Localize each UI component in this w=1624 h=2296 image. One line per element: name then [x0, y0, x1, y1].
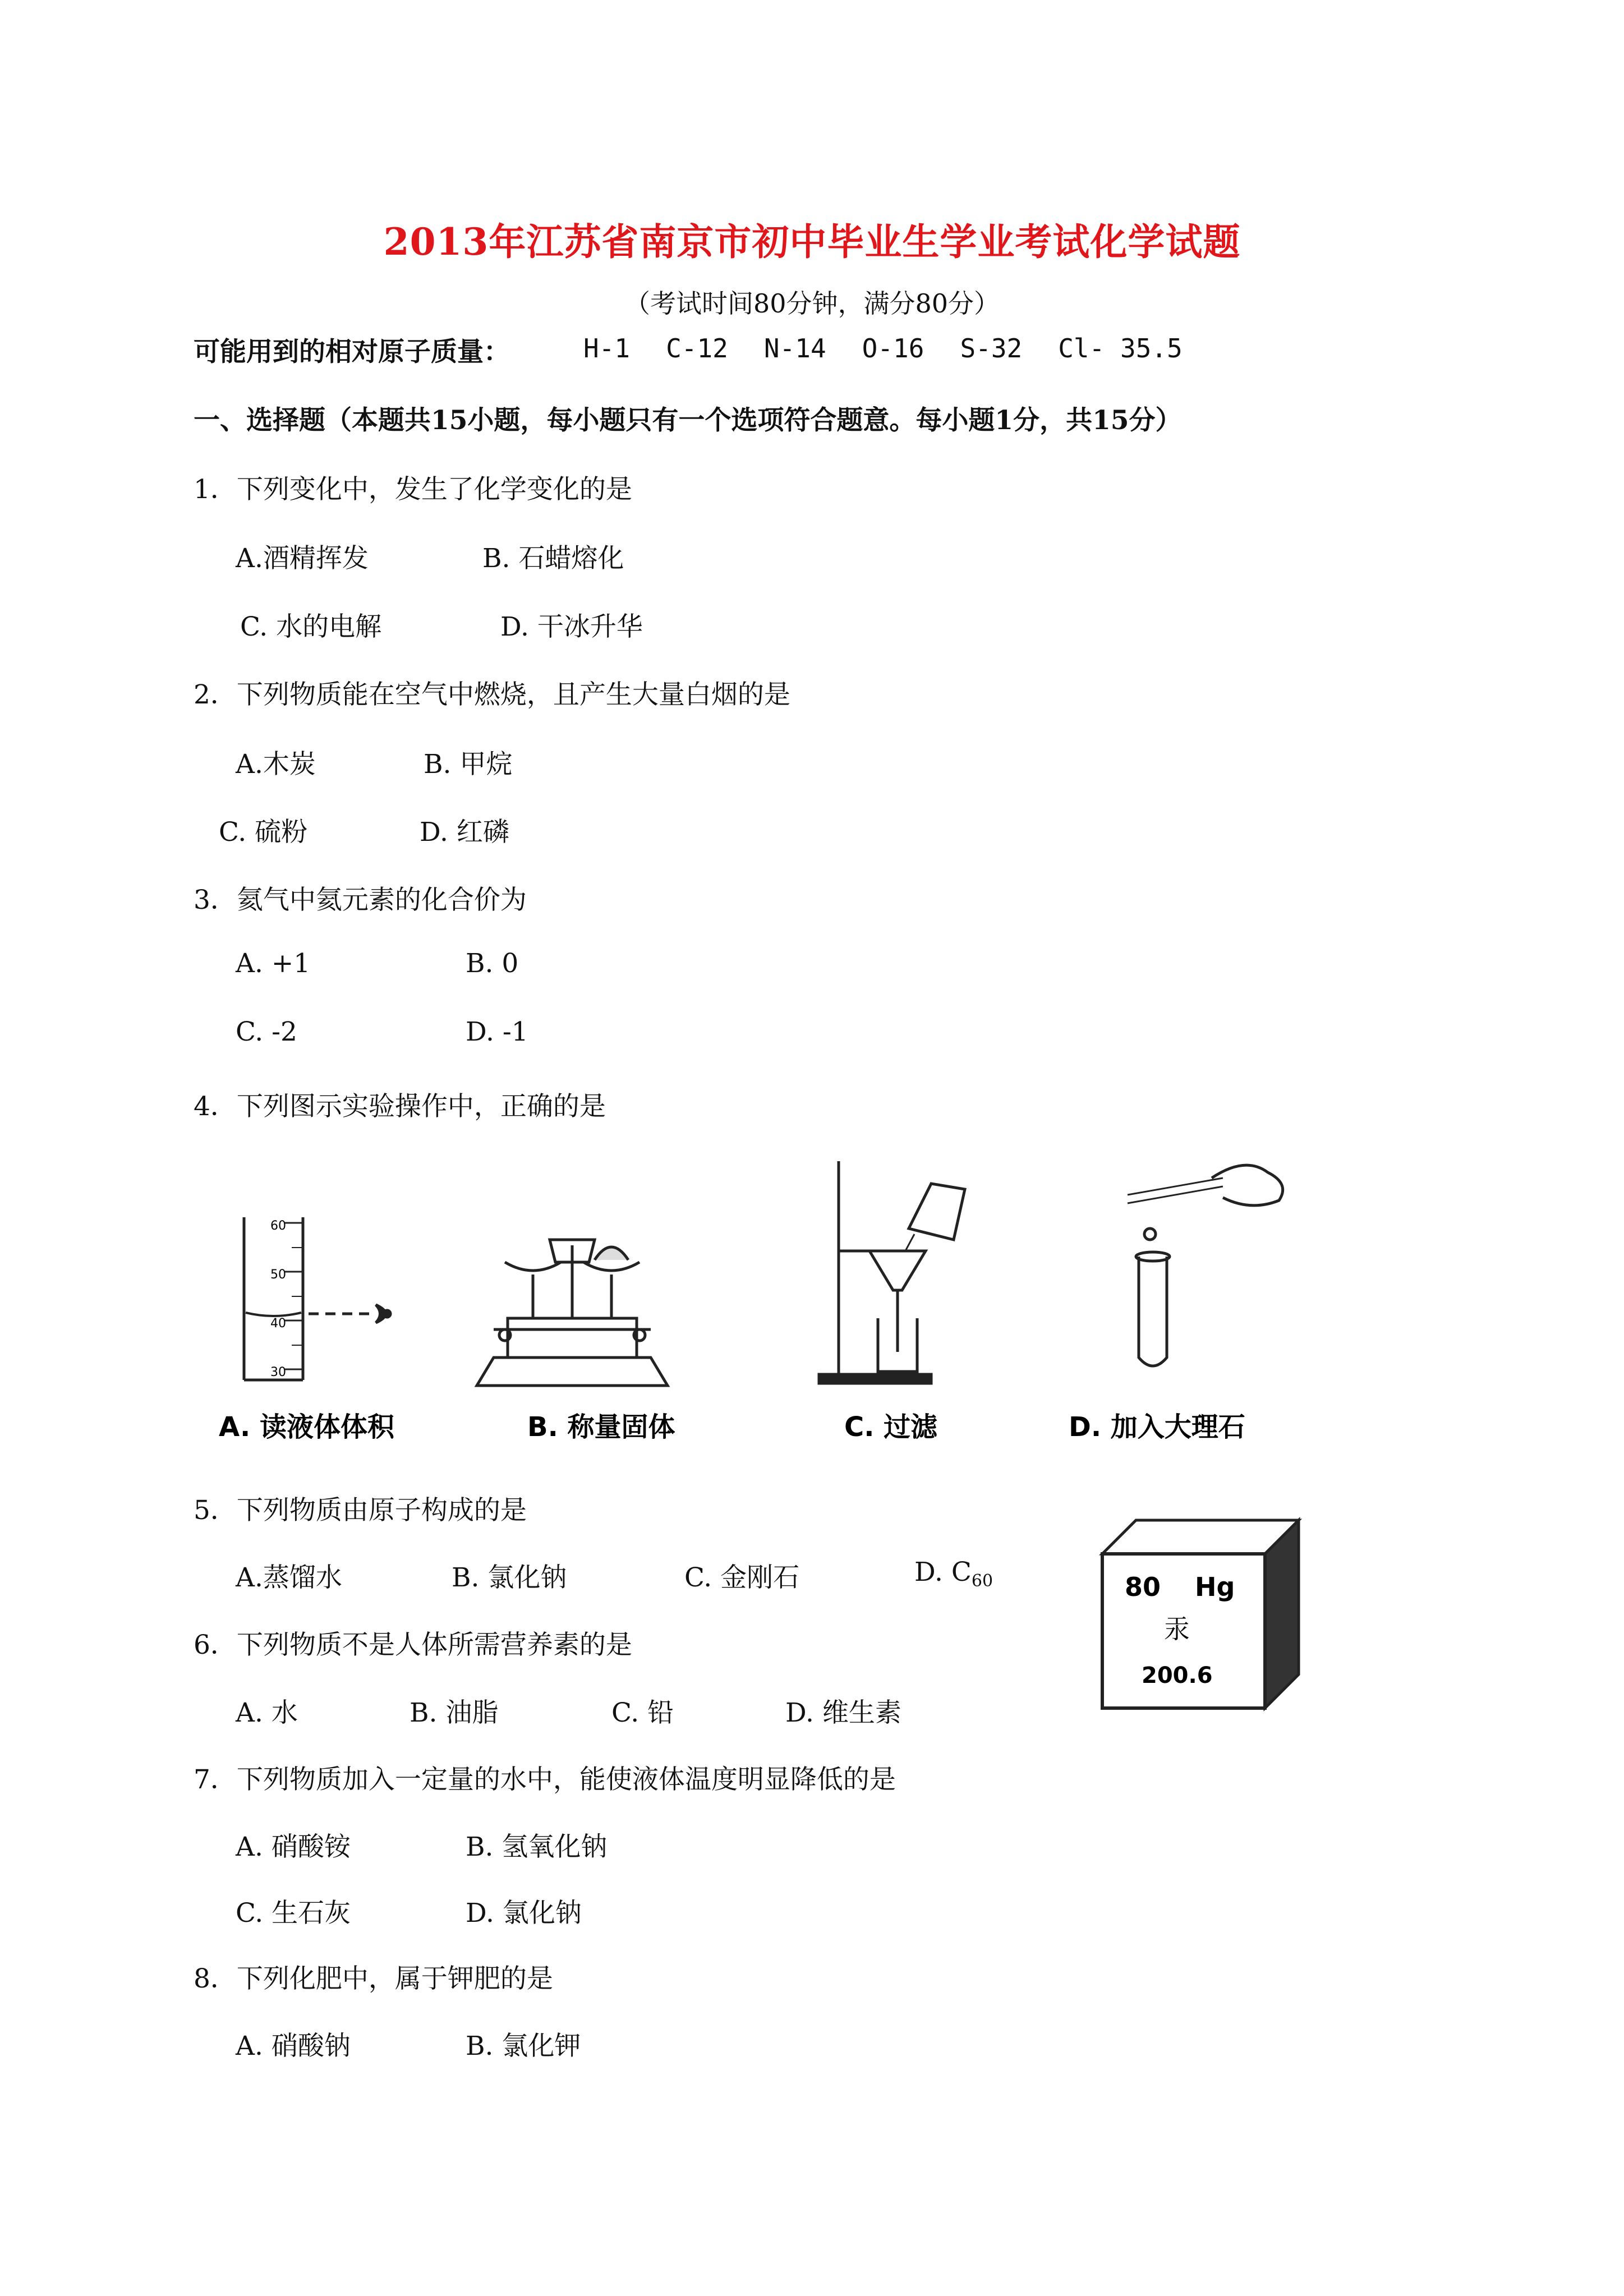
option: C. -2 [236, 1016, 297, 1047]
cylinder-tick-label: 60 [270, 1219, 286, 1233]
option: B. 甲烷 [424, 749, 513, 780]
subscript: 60 [971, 1571, 993, 1591]
graduated-cylinder-illustration [244, 1217, 390, 1380]
option: B. 0 [466, 948, 519, 979]
figure-label: D. 加入大理石 [1069, 1411, 1245, 1442]
figure-label: A. 读液体体积 [219, 1411, 394, 1442]
option: B. 氢氧化钠 [466, 1832, 608, 1862]
section-heading: 一、选择题（本题共15小题，每小题只有一个选项符合题意。每小题1分，共15分） [194, 405, 1182, 436]
option: D. 氯化钠 [466, 1898, 582, 1929]
question-stem: 4．下列图示实验操作中，正确的是 [194, 1091, 606, 1122]
test-tube-illustration [1128, 1165, 1283, 1366]
atomic-mass-item: N-14 [763, 333, 826, 364]
experiment-figures [202, 1150, 1324, 1442]
option [914, 1557, 993, 1591]
atomic-mass-item: S-32 [960, 333, 1023, 364]
question-stem: 3．氦气中氦元素的化合价为 [194, 885, 527, 915]
atomic-mass: 200.6 [1142, 1663, 1213, 1688]
element-card [1097, 1515, 1310, 1717]
atomic-number: 80 [1125, 1572, 1161, 1602]
element-name: 汞 [1164, 1614, 1190, 1644]
option: A. 水 [236, 1697, 298, 1728]
cylinder-tick-label: 30 [270, 1365, 286, 1379]
option: D. 红磷 [420, 817, 509, 848]
question-stem: 8．下列化肥中，属于钾肥的是 [194, 1963, 553, 1994]
option: B. 氯化钾 [466, 2031, 581, 2062]
element-symbol: Hg [1195, 1572, 1235, 1602]
balance-scale-illustration [477, 1240, 668, 1386]
option: A. 硝酸钠 [236, 2031, 351, 2062]
option: C. 硫粉 [219, 817, 308, 848]
cylinder-tick-label: 40 [270, 1317, 286, 1331]
atomic-mass-item: Cl- 35.5 [1058, 333, 1183, 364]
option: D. -1 [466, 1016, 528, 1047]
atomic-mass-list [583, 333, 1218, 364]
option: C. 水的电解 [240, 611, 382, 642]
atomic-mass-item: C-12 [666, 333, 728, 364]
question-stem: 2．下列物质能在空气中燃烧，且产生大量白烟的是 [194, 679, 790, 710]
figure-label: B. 称量固体 [527, 1411, 675, 1442]
option: B. 石蜡熔化 [482, 543, 624, 574]
option: A.酒精挥发 [236, 543, 369, 574]
option: B. 氯化钠 [452, 1562, 567, 1593]
option: A.蒸馏水 [236, 1562, 342, 1593]
option: A.木炭 [236, 749, 316, 780]
question-stem: 1．下列变化中，发生了化学变化的是 [194, 474, 632, 505]
atomic-mass-item: O-16 [862, 333, 924, 364]
option: C. 金刚石 [684, 1562, 800, 1593]
option: C. 生石灰 [236, 1898, 351, 1929]
filtration-illustration [819, 1161, 965, 1383]
option: A. +1 [236, 948, 311, 979]
option: A. 硝酸铵 [236, 1832, 351, 1862]
atomic-mass-item: H-1 [583, 333, 631, 364]
option: C. 铅 [611, 1697, 674, 1728]
question-stem: 5．下列物质由原子构成的是 [194, 1495, 527, 1526]
option: D. 维生素 [785, 1697, 901, 1728]
question-stem: 6．下列物质不是人体所需营养素的是 [194, 1630, 632, 1660]
cylinder-tick-label: 50 [270, 1268, 286, 1282]
option: B. 油脂 [410, 1697, 499, 1728]
figure-label: C. 过滤 [844, 1411, 938, 1442]
atomic-mass-label: 可能用到的相对原子质量： [194, 337, 510, 367]
option-text: D. C [914, 1557, 972, 1588]
option: D. 干冰升华 [500, 611, 643, 642]
page-title: 2013年江苏省南京市初中毕业生学业考试化学试题 [383, 220, 1241, 264]
question-stem: 7．下列物质加入一定量的水中，能使液体温度明显降低的是 [194, 1764, 896, 1795]
exam-info: （考试时间80分钟，满分80分） [624, 288, 1000, 319]
